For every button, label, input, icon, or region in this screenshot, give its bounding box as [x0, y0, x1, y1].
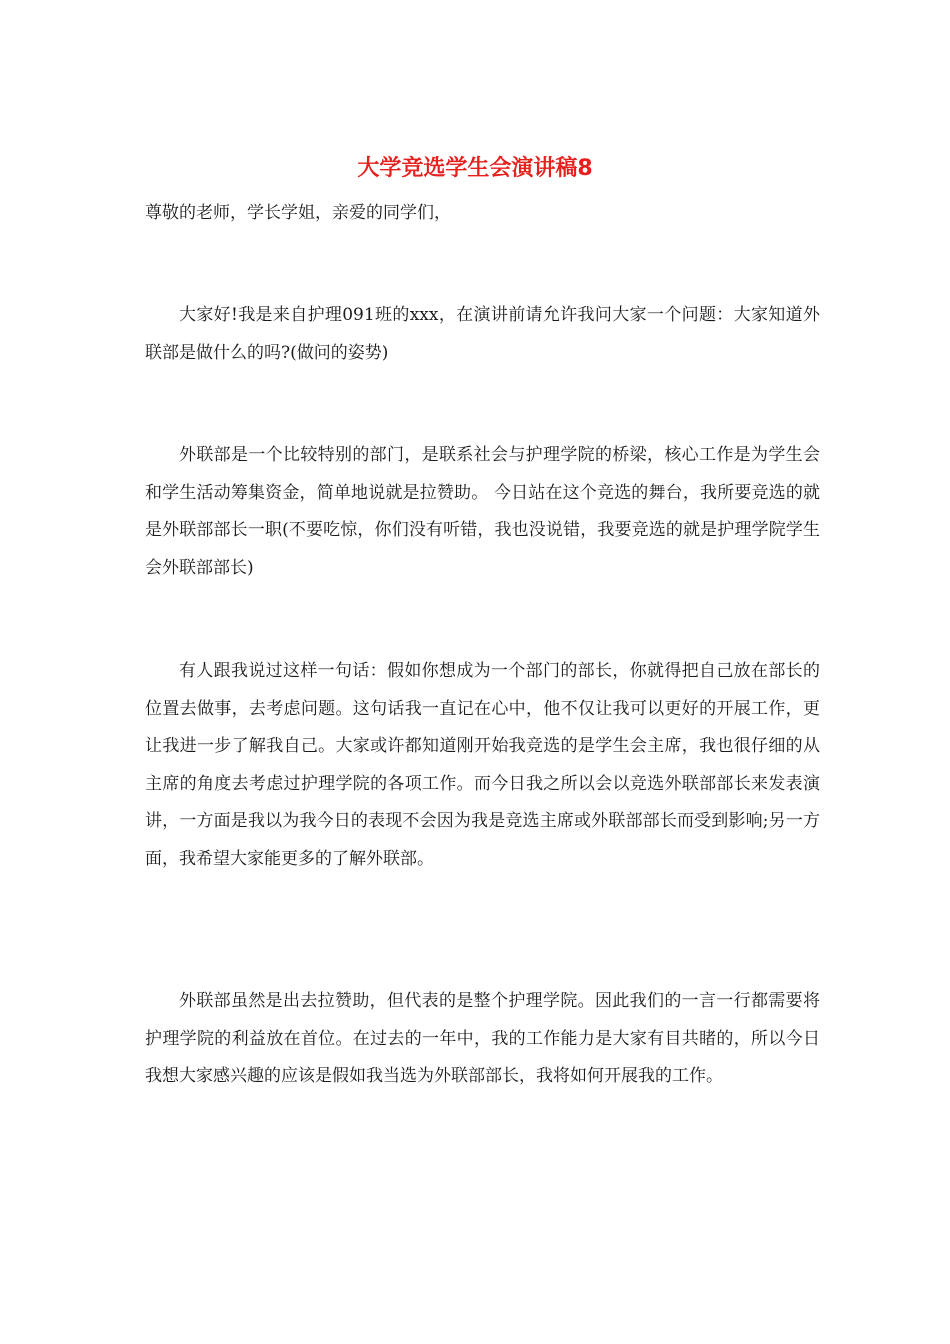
- paragraph-1: 大家好!我是来自护理091班的xxx，在演讲前请允许我问大家一个问题：大家知道外联部是做什么的吗?(做问的姿势): [145, 305, 820, 363]
- document-title: 大学竞选学生会演讲稿8: [357, 156, 593, 181]
- paragraph-3: 有人跟我说过这样一句话：假如你想成为一个部门的部长，你就得把自己放在部长的位置去做事，去考虑问题。这句话我一直记在心中，他不仅让我可以更好的开展工作，更让我进一步了解我自己。大家或许都知道刚开始我竞选的是学生会主席，我也很仔细的从主席的角度去考虑过护理学院的各项工作。而今日我之所以会以竞选外联部部长来发表演讲，一方面是我以为我今日的表现不会因为我是竞选主席或外联部部长而受到影响;另一方面，我希望大家能更多的了解外联部。: [145, 661, 820, 869]
- paragraph-4: 外联部虽然是出去拉赞助，但代表的是整个护理学院。因此我们的一言一行都需要将护理学院的利益放在首位。在过去的一年中，我的工作能力是大家有目共睹的，所以今日我想大家感兴趣的应该是假如我当选为外联部部长，我将如何开展我的工作。: [145, 991, 820, 1087]
- greeting-line: 尊敬的老师，学长学姐，亲爱的同学们，: [145, 203, 451, 223]
- paragraph-2: 外联部是一个比较特别的部门，是联系社会与护理学院的桥梁，核心工作是为学生会和学生活动筹集资金，简单地说就是拉赞助。 今日站在这个竞选的舞台，我所要竞选的就是外联部部长一职(不要吃惊，你们没有听错，我也没说错，我要竞选的就是护理学院学生会外联部部长): [145, 445, 820, 578]
